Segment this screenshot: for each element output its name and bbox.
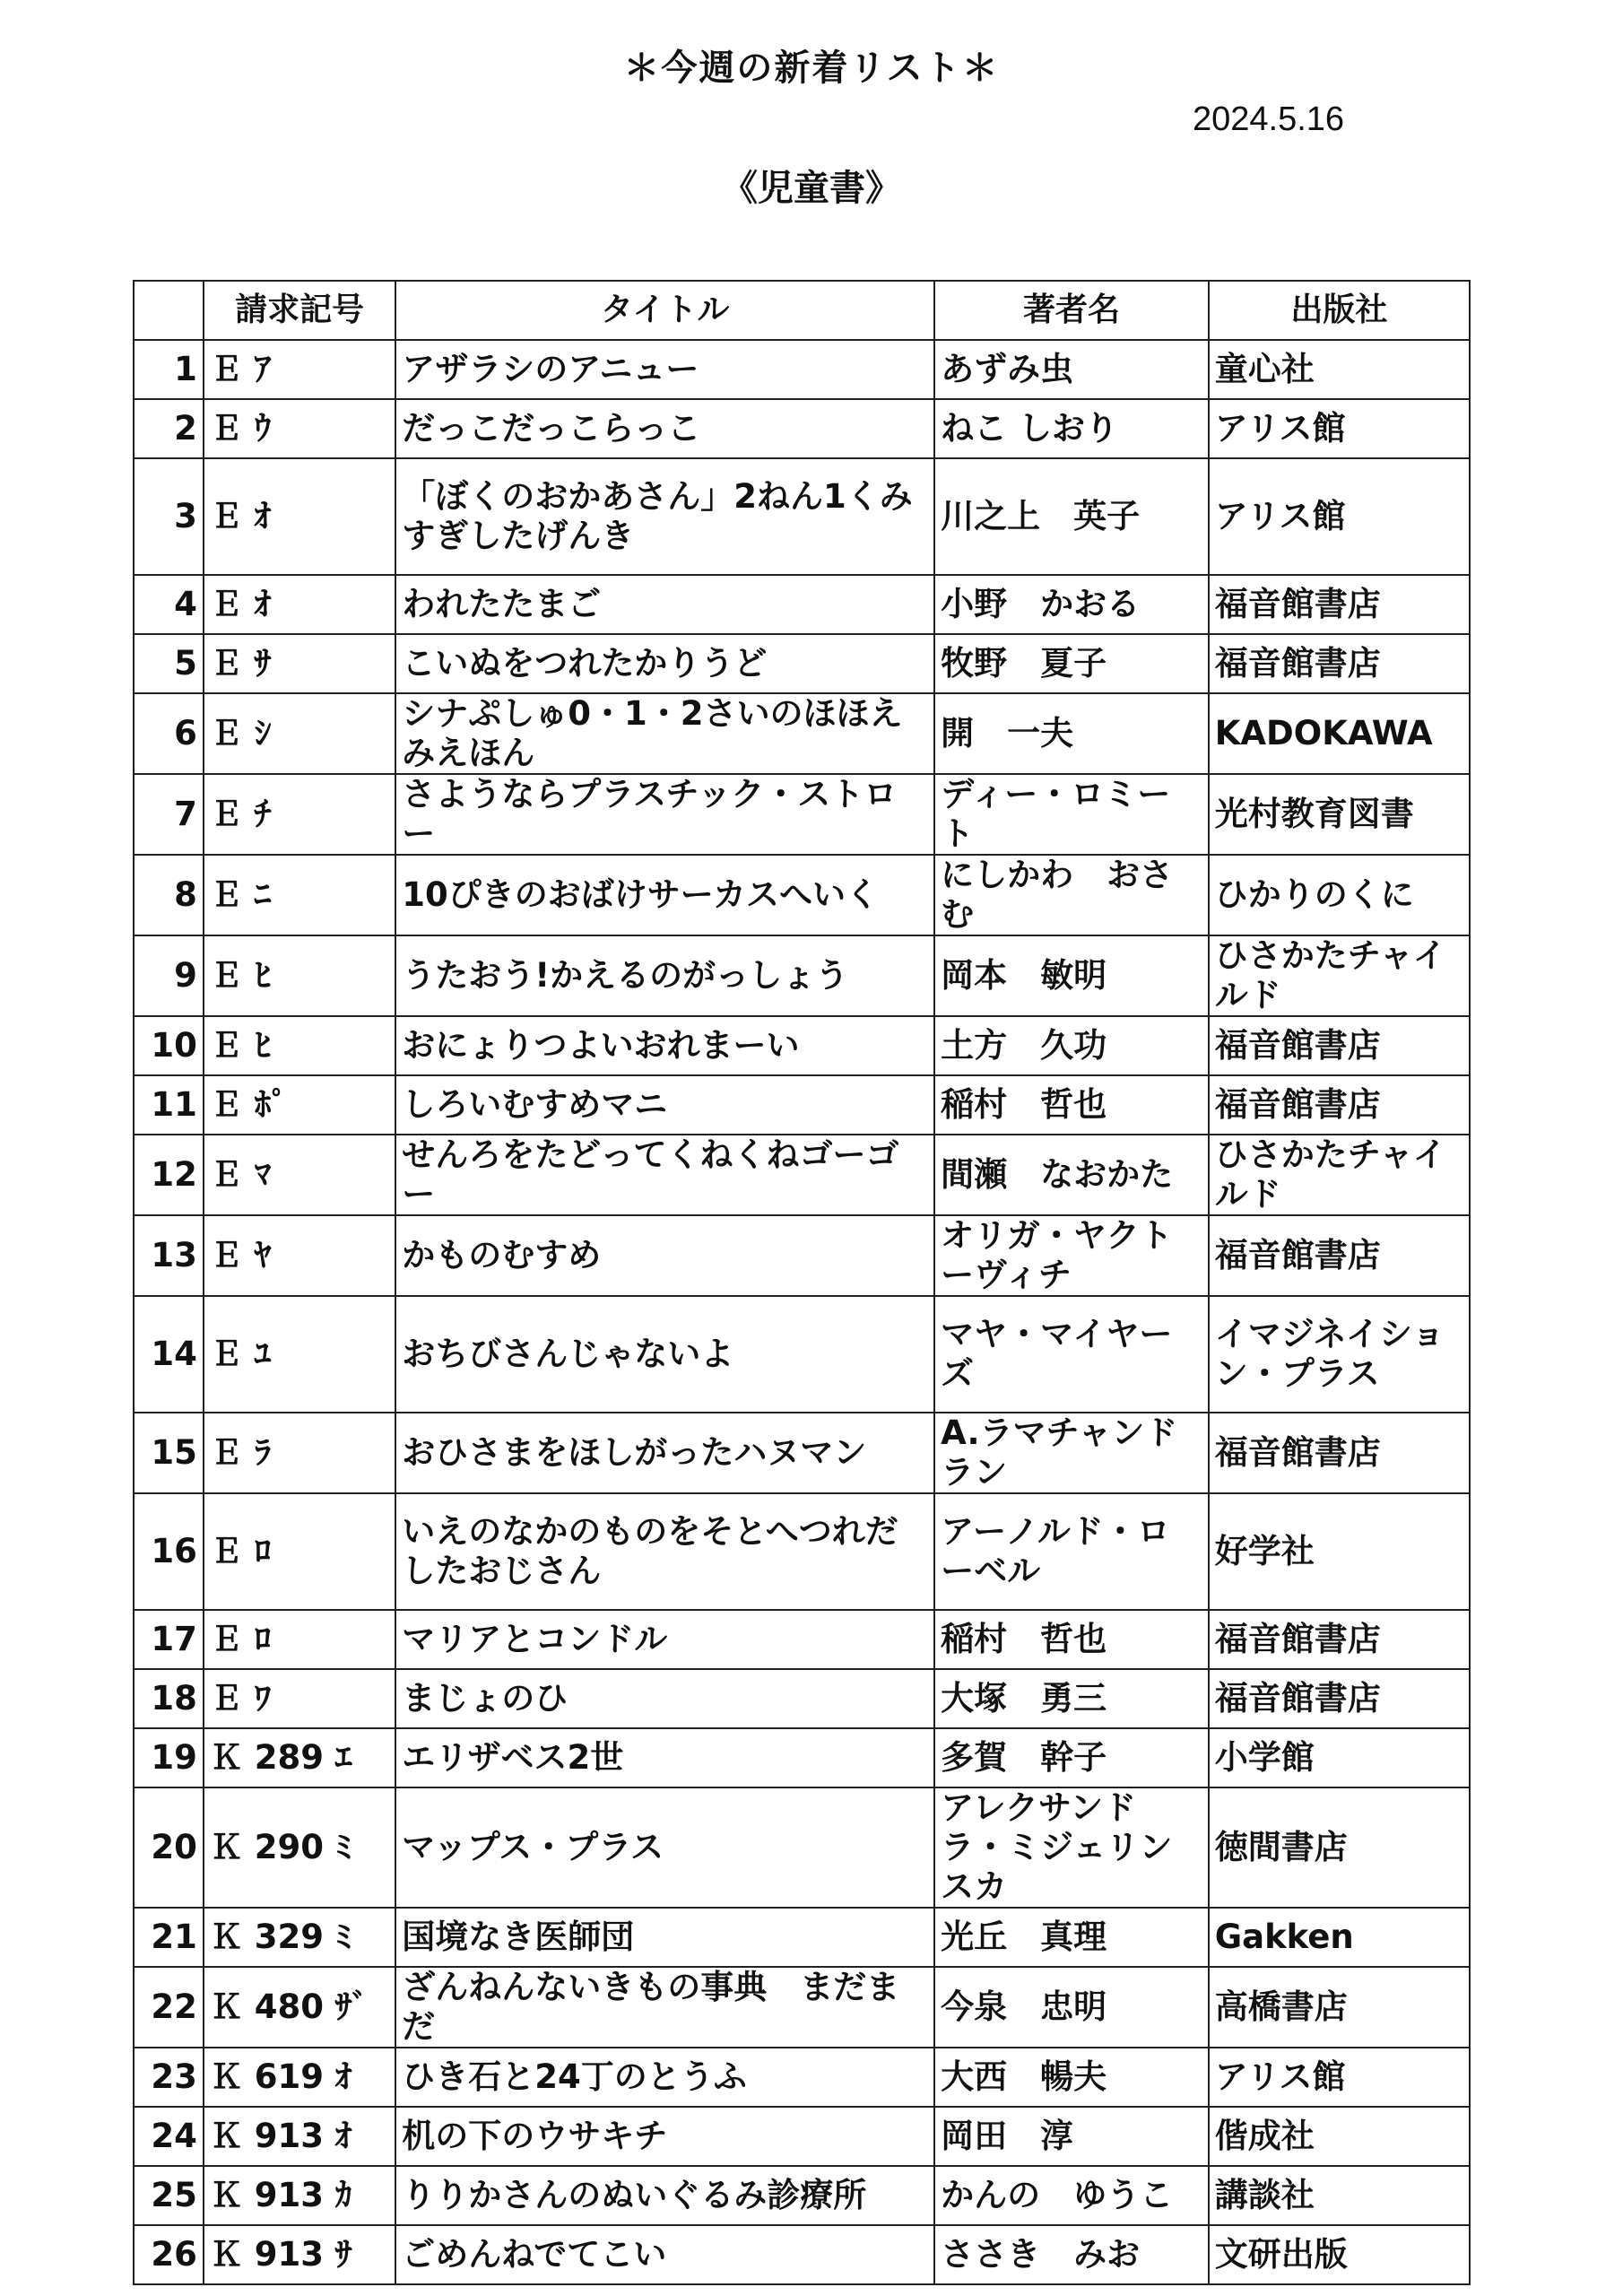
row-number: 17 [134,1610,204,1669]
call-number-cell: Ｅ ｳ [204,399,395,458]
title-cell: 国境なき医師団 [395,1908,934,1967]
row-number: 18 [134,1669,204,1728]
author-cell: 岡本 敏明 [934,935,1209,1016]
call-number-cell: Ｅ ﾜ [204,1669,395,1728]
row-number: 11 [134,1075,204,1135]
table-row [134,1016,1470,1075]
table-row [134,1728,1470,1787]
table-row [134,1135,1470,1215]
title-cell: こいぬをつれたかりうど [395,634,934,693]
title-cell: マリアとコンドル [395,1610,934,1669]
table-row [134,1908,1470,1967]
title-cell: うたおう!かえるのがっしょう [395,935,934,1016]
publisher-cell: 文研出版 [1209,2225,1470,2284]
row-number: 13 [134,1215,204,1296]
call-number-cell: Ｅ ｼ [204,693,395,774]
author-cell: 川之上 英子 [934,458,1209,575]
author-cell: ディー・ロミート [934,774,1209,855]
table-row [134,634,1470,693]
page-title: ＊今週の新着リスト＊ [623,48,1000,89]
publisher-cell: 小学館 [1209,1728,1470,1787]
call-number-cell: Ｅ ﾆ [204,855,395,935]
title-cell: まじょのひ [395,1669,934,1728]
author-cell: 小野 かおる [934,575,1209,634]
author-cell: A.ラマチャンドラン [934,1413,1209,1493]
title-cell: だっこだっこらっこ [395,399,934,458]
row-number: 26 [134,2225,204,2284]
publisher-cell: ひさかたチャイルド [1209,935,1470,1016]
section-heading: 《児童書》 [722,168,901,209]
title-cell: われたたまご [395,575,934,634]
row-number: 3 [134,458,204,575]
table-row [134,935,1470,1016]
row-number: 23 [134,2048,204,2107]
call-number-cell: Ｅ ﾔ [204,1215,395,1296]
publisher-cell: アリス館 [1209,399,1470,458]
publisher-cell: KADOKAWA [1209,693,1470,774]
row-number: 25 [134,2166,204,2225]
call-number-cell: Ｅ ﾛ [204,1610,395,1669]
call-number-cell: Ｋ 480 ｻﾞ [204,1967,395,2048]
title-cell: マップス・プラス [395,1787,934,1908]
row-number: 9 [134,935,204,1016]
row-number: 1 [134,340,204,399]
publisher-cell: 光村教育図書 [1209,774,1470,855]
author-cell: オリガ・ヤクトーヴィチ [934,1215,1209,1296]
table-row [134,458,1470,575]
author-cell: 光丘 真理 [934,1908,1209,1967]
publisher-cell: 童心社 [1209,340,1470,399]
author-cell: 稲村 哲也 [934,1075,1209,1135]
call-number-cell: Ｅ ﾕ [204,1296,395,1413]
call-number-cell: Ｋ 290 ﾐ [204,1787,395,1908]
call-number-cell: Ｅ ﾋ [204,1016,395,1075]
title-cell: 「ぼくのおかあさん」2ねん1くみすぎしたげんき [395,458,934,575]
table-row [134,1967,1470,2048]
publisher-cell: アリス館 [1209,458,1470,575]
row-number: 10 [134,1016,204,1075]
row-number: 4 [134,575,204,634]
new-arrivals-table [133,280,1471,2285]
author-cell: 岡田 淳 [934,2107,1209,2166]
table-row [134,2048,1470,2107]
call-number-cell: Ｅ ｱ [204,340,395,399]
publisher-cell: 好学社 [1209,1493,1470,1610]
row-number: 16 [134,1493,204,1610]
table-row [134,2225,1470,2284]
publisher-cell: ひかりのくに [1209,855,1470,935]
publisher-cell: アリス館 [1209,2048,1470,2107]
table-row [134,2166,1470,2225]
title-cell: りりかさんのぬいぐるみ診療所 [395,2166,934,2225]
author-cell: にしかわ おさむ [934,855,1209,935]
table-row [134,399,1470,458]
row-number: 22 [134,1967,204,2048]
title-cell: いえのなかのものをそとへつれだしたおじさん [395,1493,934,1610]
call-number-cell: Ｋ 619 ｵ [204,2048,395,2107]
publisher-cell: 福音館書店 [1209,1413,1470,1493]
title-cell: せんろをたどってくねくねゴーゴー [395,1135,934,1215]
table-row [134,340,1470,399]
publisher-cell: 福音館書店 [1209,1075,1470,1135]
table-row [134,693,1470,774]
table-row [134,1669,1470,1728]
row-number: 24 [134,2107,204,2166]
publisher-cell: 福音館書店 [1209,1669,1470,1728]
list-date: 2024.5.16 [1193,100,1345,138]
title-cell: ごめんねでてこい [395,2225,934,2284]
title-cell: アザラシのアニュー [395,340,934,399]
title-cell: エリザベス2世 [395,1728,934,1787]
table-body [134,340,1470,2284]
call-number-cell: Ｅ ﾁ [204,774,395,855]
title-cell: シナぷしゅ0・1・2さいのほほえみえほん [395,693,934,774]
title-cell: かものむすめ [395,1215,934,1296]
publisher-cell: 偕成社 [1209,2107,1470,2166]
column-header-number [134,281,204,340]
publisher-cell: ひさかたチャイルド [1209,1135,1470,1215]
publisher-cell: イマジネイション・プラス [1209,1296,1470,1413]
table-row [134,774,1470,855]
table-row [134,575,1470,634]
row-number: 2 [134,399,204,458]
call-number-cell: Ｋ 913 ｻ [204,2225,395,2284]
call-number-cell: Ｋ 913 ｶ [204,2166,395,2225]
row-number: 19 [134,1728,204,1787]
title-cell: ひき石と24丁のとうふ [395,2048,934,2107]
table-row [134,1296,1470,1413]
row-number: 15 [134,1413,204,1493]
title-cell: 机の下のウサキチ [395,2107,934,2166]
call-number-cell: Ｅ ﾋ [204,935,395,1016]
author-cell: 土方 久功 [934,1016,1209,1075]
author-cell: 今泉 忠明 [934,1967,1209,2048]
publisher-cell: 福音館書店 [1209,1016,1470,1075]
table-row [134,1493,1470,1610]
author-cell: マヤ・マイヤーズ [934,1296,1209,1413]
table-row [134,1075,1470,1135]
call-number-cell: Ｋ 913 ｵ [204,2107,395,2166]
row-number: 7 [134,774,204,855]
table-row [134,1413,1470,1493]
author-cell: 間瀬 なおかた [934,1135,1209,1215]
title-cell: おちびさんじゃないよ [395,1296,934,1413]
author-cell: アレクサンドラ・ミジェリンスカ [934,1787,1209,1908]
call-number-cell: Ｅ ｵ [204,458,395,575]
title-cell: おにょりつよいおれまーい [395,1016,934,1075]
table-row [134,855,1470,935]
call-number-cell: Ｅ ﾎﾟ [204,1075,395,1135]
publisher-cell: 福音館書店 [1209,575,1470,634]
author-cell: 稲村 哲也 [934,1610,1209,1669]
author-cell: 大塚 勇三 [934,1669,1209,1728]
publisher-cell: 徳間書店 [1209,1787,1470,1908]
row-number: 21 [134,1908,204,1967]
author-cell: 牧野 夏子 [934,634,1209,693]
column-header-publisher: 出版社 [1209,281,1470,340]
call-number-cell: Ｅ ｵ [204,575,395,634]
publisher-cell: 福音館書店 [1209,1610,1470,1669]
publisher-cell: 福音館書店 [1209,1215,1470,1296]
call-number-cell: Ｋ 289 ｴ [204,1728,395,1787]
table-row [134,2107,1470,2166]
call-number-cell: Ｅ ﾗ [204,1413,395,1493]
author-cell: ささき みお [934,2225,1209,2284]
author-cell: あずみ虫 [934,340,1209,399]
title-cell: 10ぴきのおばけサーカスへいく [395,855,934,935]
table-row [134,1215,1470,1296]
author-cell: 多賀 幹子 [934,1728,1209,1787]
author-cell: かんの ゆうこ [934,2166,1209,2225]
title-cell: ざんねんないきもの事典 まだまだ [395,1967,934,2048]
table-row [134,1610,1470,1669]
row-number: 20 [134,1787,204,1908]
row-number: 14 [134,1296,204,1413]
row-number: 6 [134,693,204,774]
author-cell: 開 一夫 [934,693,1209,774]
call-number-cell: Ｅ ﾏ [204,1135,395,1215]
title-cell: しろいむすめマニ [395,1075,934,1135]
author-cell: アーノルド・ローベル [934,1493,1209,1610]
author-cell: 大西 暢夫 [934,2048,1209,2107]
publisher-cell: 講談社 [1209,2166,1470,2225]
call-number-cell: Ｅ ｻ [204,634,395,693]
publisher-cell: 高橋書店 [1209,1967,1470,2048]
publisher-cell: 福音館書店 [1209,634,1470,693]
column-header-call-number: 請求記号 [204,281,395,340]
row-number: 8 [134,855,204,935]
author-cell: ねこ しおり [934,399,1209,458]
title-cell: おひさまをほしがったハヌマン [395,1413,934,1493]
column-header-title: タイトル [395,281,934,340]
call-number-cell: Ｅ ﾛ [204,1493,395,1610]
call-number-cell: Ｋ 329 ﾐ [204,1908,395,1967]
column-header-author: 著者名 [934,281,1209,340]
publisher-cell: Gakken [1209,1908,1470,1967]
table-header-row [134,281,1470,340]
row-number: 5 [134,634,204,693]
row-number: 12 [134,1135,204,1215]
title-cell: さようならプラスチック・ストロー [395,774,934,855]
table-row [134,1787,1470,1908]
